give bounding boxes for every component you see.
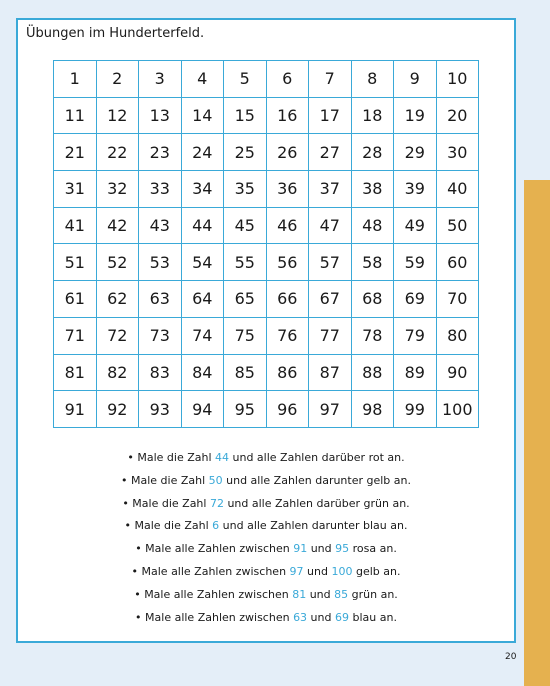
grid-cell[interactable]: 64 bbox=[181, 281, 224, 318]
highlighted-number: 91 bbox=[293, 542, 308, 556]
grid-cell[interactable]: 41 bbox=[54, 207, 97, 244]
grid-cell[interactable]: 66 bbox=[266, 281, 309, 318]
grid-cell[interactable]: 46 bbox=[266, 207, 309, 244]
grid-cell[interactable]: 57 bbox=[309, 244, 352, 281]
grid-cell[interactable]: 55 bbox=[224, 244, 267, 281]
instruction-item bbox=[18, 470, 514, 493]
instruction-text: und alle Zahlen darunter gelb an. bbox=[222, 473, 411, 487]
grid-cell[interactable]: 7 bbox=[309, 61, 352, 98]
grid-cell[interactable]: 32 bbox=[96, 171, 139, 208]
instruction-text: • Male alle Zahlen zwischen bbox=[135, 542, 294, 556]
instruction-item bbox=[18, 561, 514, 584]
grid-cell[interactable]: 86 bbox=[266, 354, 309, 391]
grid-cell[interactable]: 17 bbox=[309, 97, 352, 134]
instruction-text: grün an. bbox=[348, 587, 398, 601]
grid-cell[interactable]: 51 bbox=[54, 244, 97, 281]
worksheet-page bbox=[16, 18, 516, 643]
highlighted-number: 100 bbox=[331, 564, 353, 578]
grid-cell[interactable]: 38 bbox=[351, 171, 394, 208]
grid-cell[interactable]: 58 bbox=[351, 244, 394, 281]
grid-cell[interactable]: 74 bbox=[181, 317, 224, 354]
instruction-text: und alle Zahlen darüber grün an. bbox=[223, 496, 410, 510]
grid-cell[interactable]: 28 bbox=[351, 134, 394, 171]
grid-cell[interactable]: 16 bbox=[266, 97, 309, 134]
instruction-item bbox=[18, 584, 514, 607]
instruction-list bbox=[18, 447, 514, 629]
grid-cell[interactable]: 40 bbox=[436, 171, 479, 208]
instruction-item bbox=[18, 493, 514, 516]
grid-row bbox=[54, 171, 479, 208]
grid-cell[interactable]: 63 bbox=[139, 281, 182, 318]
grid-cell[interactable]: 27 bbox=[309, 134, 352, 171]
grid-cell[interactable]: 81 bbox=[54, 354, 97, 391]
grid-cell[interactable]: 35 bbox=[224, 171, 267, 208]
grid-cell[interactable]: 53 bbox=[139, 244, 182, 281]
instruction-text: und bbox=[303, 564, 332, 578]
grid-cell[interactable]: 84 bbox=[181, 354, 224, 391]
grid-cell[interactable]: 14 bbox=[181, 97, 224, 134]
grid-cell[interactable]: 50 bbox=[436, 207, 479, 244]
grid-cell[interactable]: 90 bbox=[436, 354, 479, 391]
grid-cell[interactable]: 60 bbox=[436, 244, 479, 281]
grid-cell[interactable]: 29 bbox=[394, 134, 437, 171]
grid-cell[interactable]: 23 bbox=[139, 134, 182, 171]
grid-cell[interactable]: 97 bbox=[309, 391, 352, 428]
grid-cell[interactable]: 15 bbox=[224, 97, 267, 134]
grid-cell[interactable]: 70 bbox=[436, 281, 479, 318]
highlighted-number: 50 bbox=[208, 473, 223, 487]
grid-cell[interactable]: 95 bbox=[224, 391, 267, 428]
highlighted-number: 63 bbox=[293, 610, 308, 624]
grid-cell[interactable]: 100 bbox=[436, 391, 479, 428]
grid-cell[interactable]: 77 bbox=[309, 317, 352, 354]
grid-cell[interactable]: 72 bbox=[96, 317, 139, 354]
grid-cell[interactable]: 94 bbox=[181, 391, 224, 428]
grid-cell[interactable]: 2 bbox=[96, 61, 139, 98]
grid-row bbox=[54, 391, 479, 428]
grid-cell[interactable]: 62 bbox=[96, 281, 139, 318]
grid-cell[interactable]: 12 bbox=[96, 97, 139, 134]
instruction-text: und alle Zahlen darunter blau an. bbox=[219, 519, 408, 533]
grid-cell[interactable]: 13 bbox=[139, 97, 182, 134]
instruction-text: und bbox=[306, 587, 335, 601]
instruction-text: und bbox=[307, 610, 335, 624]
grid-cell[interactable]: 21 bbox=[54, 134, 97, 171]
grid-row bbox=[54, 354, 479, 391]
grid-cell[interactable]: 37 bbox=[309, 171, 352, 208]
grid-cell[interactable]: 24 bbox=[181, 134, 224, 171]
instruction-text: und alle Zahlen darüber rot an. bbox=[229, 451, 405, 464]
grid-cell[interactable]: 71 bbox=[54, 317, 97, 354]
highlighted-number: 97 bbox=[289, 564, 304, 578]
grid-cell[interactable]: 47 bbox=[309, 207, 352, 244]
grid-cell[interactable]: 99 bbox=[394, 391, 437, 428]
grid-cell[interactable]: 88 bbox=[351, 354, 394, 391]
instruction-text: und bbox=[307, 542, 336, 556]
instruction-item bbox=[18, 515, 514, 538]
grid-cell[interactable]: 76 bbox=[266, 317, 309, 354]
grid-cell[interactable]: 87 bbox=[309, 354, 352, 391]
grid-cell[interactable]: 11 bbox=[54, 97, 97, 134]
grid-cell[interactable]: 69 bbox=[394, 281, 437, 318]
grid-row bbox=[54, 281, 479, 318]
highlighted-number: 44 bbox=[215, 451, 230, 464]
grid-cell[interactable]: 9 bbox=[394, 61, 437, 98]
side-tab bbox=[524, 180, 550, 686]
grid-cell[interactable]: 91 bbox=[54, 391, 97, 428]
grid-cell[interactable]: 85 bbox=[224, 354, 267, 391]
grid-row bbox=[54, 61, 479, 98]
instruction-text: • Male alle Zahlen zwischen bbox=[131, 564, 290, 578]
grid-cell[interactable]: 43 bbox=[139, 207, 182, 244]
grid-cell[interactable]: 25 bbox=[224, 134, 267, 171]
instruction-text: • Male alle Zahlen zwischen bbox=[135, 610, 294, 624]
instruction-text: • Male die Zahl bbox=[127, 451, 216, 464]
instruction-text: rosa an. bbox=[349, 542, 397, 556]
grid-cell[interactable]: 8 bbox=[351, 61, 394, 98]
grid-cell[interactable]: 45 bbox=[224, 207, 267, 244]
grid-cell[interactable]: 10 bbox=[436, 61, 479, 98]
grid-cell[interactable]: 34 bbox=[181, 171, 224, 208]
grid-cell[interactable]: 73 bbox=[139, 317, 182, 354]
grid-cell[interactable]: 56 bbox=[266, 244, 309, 281]
grid-cell[interactable]: 92 bbox=[96, 391, 139, 428]
grid-cell[interactable]: 1 bbox=[54, 61, 97, 98]
grid-cell[interactable]: 6 bbox=[266, 61, 309, 98]
grid-cell[interactable]: 52 bbox=[96, 244, 139, 281]
highlighted-number: 95 bbox=[335, 542, 350, 556]
grid-cell[interactable]: 3 bbox=[139, 61, 182, 98]
highlighted-number: 72 bbox=[209, 496, 224, 510]
grid-cell[interactable]: 19 bbox=[394, 97, 437, 134]
grid-cell[interactable]: 26 bbox=[266, 134, 309, 171]
grid-cell[interactable]: 33 bbox=[139, 171, 182, 208]
grid-row bbox=[54, 97, 479, 134]
grid-cell[interactable]: 93 bbox=[139, 391, 182, 428]
grid-cell[interactable]: 96 bbox=[266, 391, 309, 428]
grid-cell[interactable]: 83 bbox=[139, 354, 182, 391]
grid-cell[interactable]: 78 bbox=[351, 317, 394, 354]
instruction-item bbox=[18, 447, 514, 470]
grid-cell[interactable]: 67 bbox=[309, 281, 352, 318]
instruction-text: • Male die Zahl bbox=[121, 473, 209, 487]
grid-cell[interactable]: 48 bbox=[351, 207, 394, 244]
grid-cell[interactable]: 98 bbox=[351, 391, 394, 428]
grid-cell[interactable]: 59 bbox=[394, 244, 437, 281]
grid-cell[interactable]: 20 bbox=[436, 97, 479, 134]
grid-row bbox=[54, 207, 479, 244]
grid-cell[interactable]: 79 bbox=[394, 317, 437, 354]
instruction-text: blau an. bbox=[348, 610, 397, 624]
grid-cell[interactable]: 18 bbox=[351, 97, 394, 134]
grid-row bbox=[54, 134, 479, 171]
hundred-grid bbox=[53, 60, 479, 428]
grid-cell[interactable]: 30 bbox=[436, 134, 479, 171]
grid-cell[interactable]: 89 bbox=[394, 354, 437, 391]
grid-cell[interactable]: 65 bbox=[224, 281, 267, 318]
highlighted-number: 81 bbox=[292, 587, 307, 601]
grid-cell[interactable]: 49 bbox=[394, 207, 437, 244]
grid-cell[interactable]: 61 bbox=[54, 281, 97, 318]
grid-cell[interactable]: 75 bbox=[224, 317, 267, 354]
page-title: Übungen im Hunderterfeld. bbox=[26, 26, 205, 41]
page-number: 20 bbox=[505, 652, 517, 662]
instruction-text: • Male die Zahl bbox=[124, 519, 213, 533]
grid-cell[interactable]: 4 bbox=[181, 61, 224, 98]
grid-row bbox=[54, 244, 479, 281]
highlighted-number: 85 bbox=[334, 587, 349, 601]
grid-cell[interactable]: 82 bbox=[96, 354, 139, 391]
grid-cell[interactable]: 5 bbox=[224, 61, 267, 98]
instruction-text: gelb an. bbox=[352, 564, 401, 578]
grid-cell[interactable]: 42 bbox=[96, 207, 139, 244]
grid-cell[interactable]: 54 bbox=[181, 244, 224, 281]
instruction-text: • Male alle Zahlen zwischen bbox=[134, 587, 293, 601]
instruction-item bbox=[18, 607, 514, 630]
instruction-item bbox=[18, 538, 514, 561]
instruction-text: • Male die Zahl bbox=[122, 496, 210, 510]
highlighted-number: 69 bbox=[334, 610, 349, 624]
grid-cell[interactable]: 44 bbox=[181, 207, 224, 244]
grid-cell[interactable]: 68 bbox=[351, 281, 394, 318]
grid-row bbox=[54, 317, 479, 354]
highlighted-number: 6 bbox=[212, 519, 220, 533]
grid-cell[interactable]: 22 bbox=[96, 134, 139, 171]
grid-cell[interactable]: 31 bbox=[54, 171, 97, 208]
grid-cell[interactable]: 80 bbox=[436, 317, 479, 354]
grid-cell[interactable]: 36 bbox=[266, 171, 309, 208]
grid-cell[interactable]: 39 bbox=[394, 171, 437, 208]
